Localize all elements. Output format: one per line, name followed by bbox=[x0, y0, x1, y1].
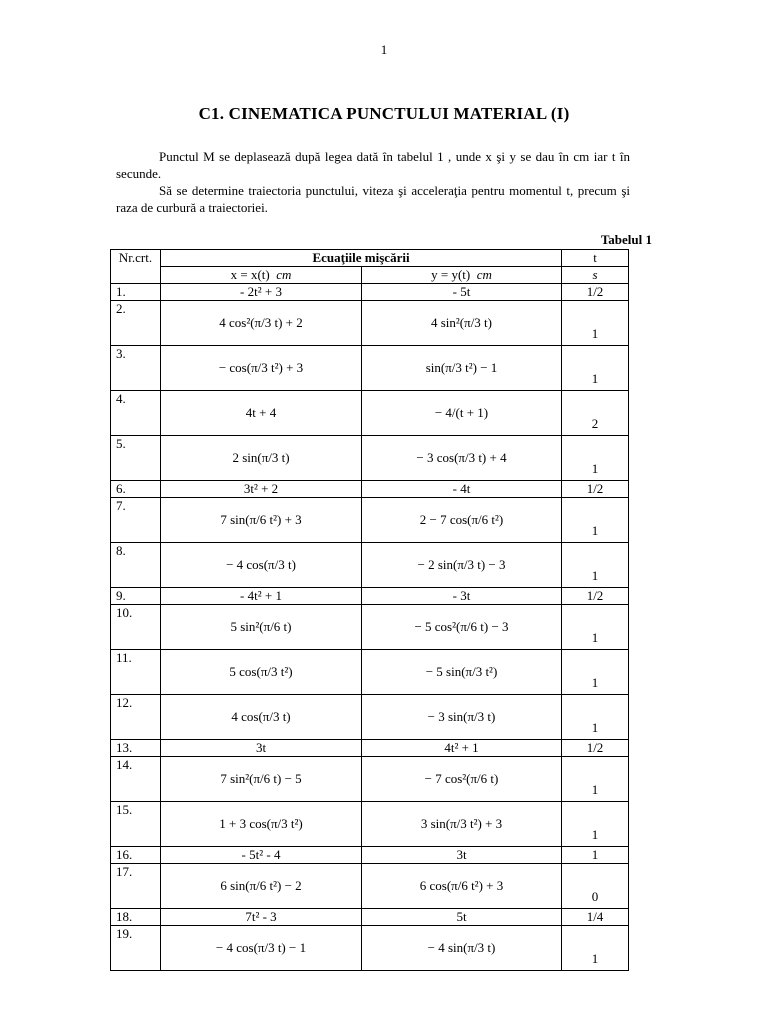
table-row bbox=[111, 543, 629, 588]
t-value: 1 bbox=[562, 498, 629, 543]
row-number: 19. bbox=[111, 926, 161, 971]
table-row bbox=[111, 802, 629, 847]
table-row bbox=[111, 605, 629, 650]
t-value: 1/2 bbox=[562, 481, 629, 498]
t-value: 1 bbox=[562, 543, 629, 588]
table-row bbox=[111, 498, 629, 543]
x-equation: - 5t² - 4 bbox=[161, 847, 362, 864]
table-row bbox=[111, 436, 629, 481]
row-number: 15. bbox=[111, 802, 161, 847]
y-equation: - 5t bbox=[362, 284, 562, 301]
paragraph-1 bbox=[116, 148, 630, 182]
page-title: C1. CINEMATICA PUNCTULUI MATERIAL (I) bbox=[198, 104, 570, 123]
table-row bbox=[111, 757, 629, 802]
t-value: 0 bbox=[562, 864, 629, 909]
row-number: 4. bbox=[111, 391, 161, 436]
header-x-label: x = x(t) bbox=[230, 267, 270, 282]
t-value: 1 bbox=[562, 757, 629, 802]
table-row bbox=[111, 588, 629, 605]
table-row bbox=[111, 346, 629, 391]
y-equation: − 5 sin(π/3 t²) bbox=[362, 650, 562, 695]
x-equation: 4 cos(π/3 t) bbox=[161, 695, 362, 740]
row-number: 7. bbox=[111, 498, 161, 543]
t-value: 1 bbox=[562, 301, 629, 346]
header-equations: Ecuaţiile mişcării bbox=[161, 250, 562, 267]
x-equation: 4t + 4 bbox=[161, 391, 362, 436]
row-number: 9. bbox=[111, 588, 161, 605]
row-number: 5. bbox=[111, 436, 161, 481]
y-equation: 3t bbox=[362, 847, 562, 864]
t-value: 1 bbox=[562, 847, 629, 864]
t-value: 1 bbox=[562, 346, 629, 391]
row-number: 12. bbox=[111, 695, 161, 740]
table-row bbox=[111, 740, 629, 757]
header-x bbox=[161, 267, 362, 284]
y-equation: 4t² + 1 bbox=[362, 740, 562, 757]
paragraph-2 bbox=[116, 182, 630, 216]
table-row bbox=[111, 301, 629, 346]
row-number: 16. bbox=[111, 847, 161, 864]
y-equation: − 2 sin(π/3 t) − 3 bbox=[362, 543, 562, 588]
table-row bbox=[111, 695, 629, 740]
row-number: 13. bbox=[111, 740, 161, 757]
row-number: 8. bbox=[111, 543, 161, 588]
table-row bbox=[111, 847, 629, 864]
y-equation: − 5 cos²(π/6 t) − 3 bbox=[362, 605, 562, 650]
row-number: 17. bbox=[111, 864, 161, 909]
x-equation: 7t² - 3 bbox=[161, 909, 362, 926]
row-number: 11. bbox=[111, 650, 161, 695]
page-number: 1 bbox=[380, 42, 388, 57]
table-row bbox=[111, 284, 629, 301]
y-equation: 2 − 7 cos(π/6 t²) bbox=[362, 498, 562, 543]
x-equation: 6 sin(π/6 t²) − 2 bbox=[161, 864, 362, 909]
equations-table bbox=[110, 249, 629, 971]
t-value: 1 bbox=[562, 695, 629, 740]
x-equation: - 2t² + 3 bbox=[161, 284, 362, 301]
row-number: 14. bbox=[111, 757, 161, 802]
x-equation: 7 sin²(π/6 t) − 5 bbox=[161, 757, 362, 802]
table-header-row bbox=[111, 250, 629, 267]
x-equation: − cos(π/3 t²) + 3 bbox=[161, 346, 362, 391]
header-y-label: y = y(t) bbox=[431, 267, 471, 282]
t-value: 2 bbox=[562, 391, 629, 436]
table-label: Tabelul 1 bbox=[600, 232, 652, 247]
x-equation: 7 sin(π/6 t²) + 3 bbox=[161, 498, 362, 543]
y-equation: − 4/(t + 1) bbox=[362, 391, 562, 436]
row-number: 10. bbox=[111, 605, 161, 650]
paragraph-2-text: Să se determine traiectoria punctului, viteza şi acceleraţia pentru momentul t, precum şi raza de curbură a traiectoriei. bbox=[116, 183, 630, 215]
t-value: 1/2 bbox=[562, 284, 629, 301]
x-equation: 3t² + 2 bbox=[161, 481, 362, 498]
header-x-unit: cm bbox=[276, 267, 292, 282]
t-value: 1 bbox=[562, 802, 629, 847]
t-value: 1 bbox=[562, 926, 629, 971]
y-equation: − 7 cos²(π/6 t) bbox=[362, 757, 562, 802]
row-number: 1. bbox=[111, 284, 161, 301]
header-nr: Nr.crt. bbox=[111, 250, 161, 284]
x-equation: 1 + 3 cos(π/3 t²) bbox=[161, 802, 362, 847]
table-row bbox=[111, 864, 629, 909]
y-equation: − 4 sin(π/3 t) bbox=[362, 926, 562, 971]
y-equation: − 3 sin(π/3 t) bbox=[362, 695, 562, 740]
header-t-unit: s bbox=[562, 267, 629, 284]
row-number: 6. bbox=[111, 481, 161, 498]
t-value: 1 bbox=[562, 650, 629, 695]
t-value: 1 bbox=[562, 605, 629, 650]
y-equation: 4 sin²(π/3 t) bbox=[362, 301, 562, 346]
x-equation: 5 cos(π/3 t²) bbox=[161, 650, 362, 695]
header-y bbox=[362, 267, 562, 284]
y-equation: 6 cos(π/6 t²) + 3 bbox=[362, 864, 562, 909]
t-value: 1/2 bbox=[562, 740, 629, 757]
x-equation: 5 sin²(π/6 t) bbox=[161, 605, 362, 650]
y-equation: − 3 cos(π/3 t) + 4 bbox=[362, 436, 562, 481]
t-value: 1/4 bbox=[562, 909, 629, 926]
x-equation: − 4 cos(π/3 t) − 1 bbox=[161, 926, 362, 971]
t-value: 1 bbox=[562, 436, 629, 481]
x-equation: − 4 cos(π/3 t) bbox=[161, 543, 362, 588]
table-row bbox=[111, 909, 629, 926]
x-equation: 3t bbox=[161, 740, 362, 757]
header-y-unit: cm bbox=[476, 267, 492, 282]
row-number: 3. bbox=[111, 346, 161, 391]
y-equation: - 3t bbox=[362, 588, 562, 605]
y-equation: 3 sin(π/3 t²) + 3 bbox=[362, 802, 562, 847]
x-equation: - 4t² + 1 bbox=[161, 588, 362, 605]
row-number: 18. bbox=[111, 909, 161, 926]
table-row bbox=[111, 391, 629, 436]
header-t: t bbox=[562, 250, 629, 267]
y-equation: 5t bbox=[362, 909, 562, 926]
y-equation: sin(π/3 t²) − 1 bbox=[362, 346, 562, 391]
row-number: 2. bbox=[111, 301, 161, 346]
paragraph-1-text: Punctul M se deplasează după legea dată în tabelul 1 , unde x şi y se dau în cm iar t în secunde. bbox=[116, 149, 630, 181]
table-row bbox=[111, 650, 629, 695]
table-subheader-row bbox=[111, 267, 629, 284]
table-row bbox=[111, 926, 629, 971]
table-row bbox=[111, 481, 629, 498]
x-equation: 2 sin(π/3 t) bbox=[161, 436, 362, 481]
x-equation: 4 cos²(π/3 t) + 2 bbox=[161, 301, 362, 346]
y-equation: - 4t bbox=[362, 481, 562, 498]
t-value: 1/2 bbox=[562, 588, 629, 605]
